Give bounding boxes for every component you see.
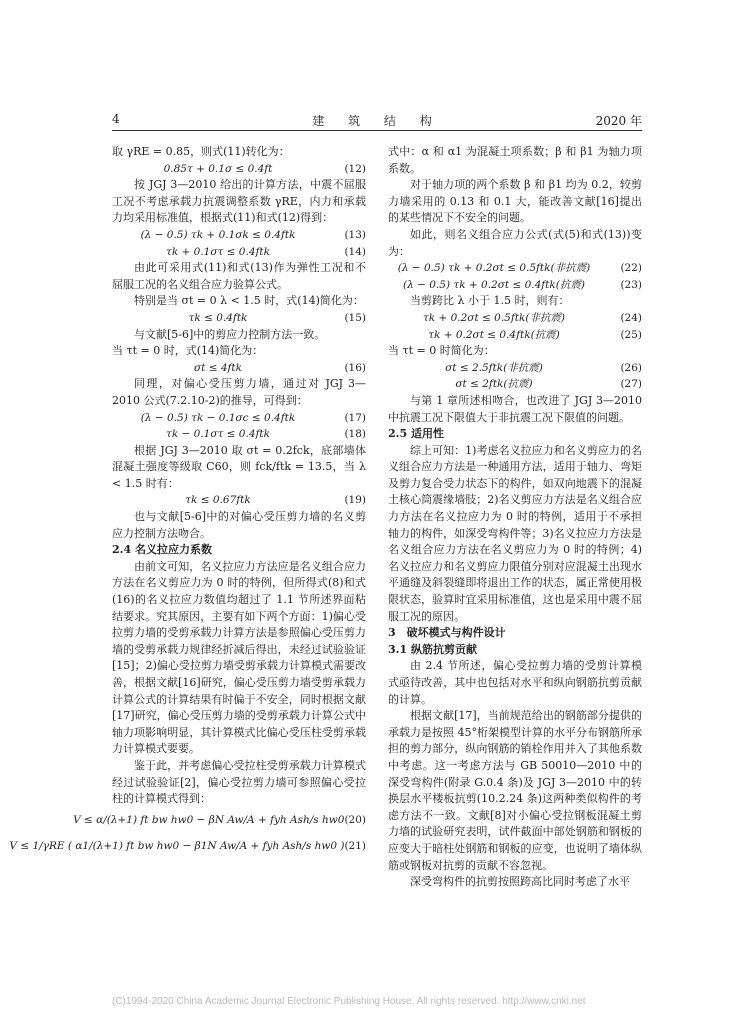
equation-number: (19) — [344, 494, 366, 507]
equation-body: τk ≤ 0.67ftk — [185, 494, 251, 507]
equation-number: (21) — [344, 840, 366, 853]
equation-body: (λ − 0.5) τk + 0.1σk ≤ 0.4ftk — [140, 228, 296, 241]
equation-number: (15) — [344, 311, 366, 324]
paragraph: 由此可采用式(11)和式(13)作为弹性工况和不屈服工况的名义组合应力验算公式。 — [112, 261, 366, 291]
paragraph: 深受弯构件的抗剪按照跨高比同时考虑了水平 — [410, 875, 630, 889]
year: 2020 年 — [595, 114, 642, 128]
equation — [112, 161, 366, 178]
paragraph: 由 2.4 节所述，偏心受拉剪力墙的受剪计算模式亟待改善，其中也包括对水平和纵向钢筋抗剪贡献的计算。 — [388, 659, 642, 706]
paragraph: 当 τt = 0 时简化为： — [388, 344, 495, 358]
section-heading: 3 破坏模式与构件设计 — [388, 626, 506, 640]
equation-body: τk + 0.2σt ≤ 0.4ftk(抗震) — [428, 328, 560, 341]
paragraph: 根据 JGJ 3—2010 取 σt = 0.2fck，底部墙体混凝土强度等级取 C60，则 fck/ftk = 13.5，当 λ < 1.5 时有： — [112, 443, 366, 490]
right-column — [388, 144, 642, 891]
equation — [112, 426, 366, 443]
equation — [112, 410, 366, 427]
equation-number: (16) — [344, 361, 366, 374]
equation — [9, 834, 366, 860]
equation-number: (23) — [620, 278, 642, 291]
equation-body: (λ − 0.5) τk + 0.2σt ≤ 0.4ftk(抗震) — [403, 278, 585, 291]
equation-number: (27) — [620, 378, 642, 391]
page-number: 4 — [112, 112, 120, 126]
equation — [112, 310, 366, 327]
paragraph: 对于轴力项的两个系数 β 和 β1 均为 0.2，较剪力墙采用的 0.13 和 0.1 大，能改善文献[16]提出的某些情况下不安全的问题。 — [388, 178, 642, 225]
section-heading: 2.5 适用性 — [388, 427, 444, 441]
equation — [112, 244, 366, 261]
equation-body: σt ≤ 4ftk — [193, 361, 242, 374]
equation — [388, 376, 642, 393]
equation — [112, 227, 366, 244]
page-header — [112, 112, 642, 130]
equation — [388, 327, 642, 344]
watermark: (C)1994-2020 China Academic Journal Electronic Publishing House. All rights reserved. http://www.cnki.net — [112, 996, 586, 1007]
paragraph: 当 τt = 0 时，式(14)简化为： — [112, 344, 264, 358]
paragraph: 当剪跨比 λ 小于 1.5 时，则有： — [410, 294, 570, 308]
equation — [388, 310, 642, 327]
equation-number: (18) — [344, 428, 366, 441]
equation — [73, 808, 366, 834]
equation — [112, 360, 366, 377]
journal-title: 建 筑 结 构 — [312, 114, 442, 128]
paragraph: 与第 1 章所述相吻合，也改进了 JGJ 3—2010 中抗震工况下限值大于非抗震工况下限值的问题。 — [388, 393, 642, 424]
equation-number: (26) — [620, 361, 642, 374]
equation-body: τk ≤ 0.4ftk — [188, 311, 248, 324]
section-heading: 2.4 名义拉应力系数 — [112, 543, 212, 557]
equation-number: (24) — [620, 311, 642, 324]
equation — [388, 360, 642, 377]
left-column — [9, 144, 366, 860]
equation-body: (λ − 0.5) τk + 0.2σt ≤ 0.5ftk(非抗震) — [397, 262, 591, 275]
equation — [388, 277, 642, 294]
paragraph: 也与文献[5-6]中的对偏心受压剪力墙的名义剪应力控制方法吻合。 — [112, 510, 366, 540]
paragraph: 同理，对偏心受压剪力墙，通过对 JGJ 3—2010 公式(7.2.10-2)的推导，可得到： — [112, 377, 366, 407]
equation-body: σt ≤ 2ftk(抗震) — [455, 378, 533, 391]
equation-body: V ≤ 1/γRE ( α1/(λ+1) ft bw hw0 − β1N Aw/A + fyh Ash/s hw0 ) — [9, 840, 345, 853]
paragraph: 由前文可知，名义拉应力方法应是名义组合应力方法在名义剪应力为 0 时的特例，但所得式(8)和式(16)的名义拉应力数值均超过了 1.1 节所述界面粘结要求。究其原因，主要有如下两个方面：1)偏心受拉剪力墙的受剪承载力计算方法是参照偏心受压剪力墙的受剪承载力规律经折减后得出，未经过试验验证[15]；2)偏心受拉剪力墙受剪承载力计算模式需要改善，根据文献[16]研究，偏心受压剪力墙受剪承载力计算公式的计算结果有时偏于不安全，同时根据文献[17]研究，偏心受压剪力墙的受剪承载力计算公式中轴力项影响明显，其计算模式比偏心受压柱受剪承载力计算模式要要。 — [112, 559, 366, 756]
equation-number: (22) — [620, 262, 642, 275]
paragraph: 取 γRE = 0.85，则式(11)转化为： — [112, 145, 290, 158]
paragraph: 如此，则名义组合应力公式(式(5)和式(13))变为： — [388, 227, 642, 258]
equation-number: (25) — [620, 328, 642, 341]
header-rule — [112, 130, 642, 131]
equation-body: σt ≤ 2.5ftk(非抗震) — [445, 361, 543, 374]
equation — [112, 492, 366, 509]
equation-number: (13) — [344, 228, 366, 241]
paragraph: 与文献[5-6]中的剪应力控制方法一致。 — [134, 327, 326, 341]
equation — [388, 260, 642, 277]
equation-number: (17) — [344, 411, 366, 424]
paragraph: 根据文献[17]，当前规范给出的钢筋部分提供的承载力是按照 45°桁架模型计算的水平分布钢筋所承担的剪力部分，纵向钢筋的销栓作用并入了其他系数中考虑。这一考虑方法与 GB 50010—2010 中的深受弯构件(附录 G.0.4 条)及 JGJ 3—2010 中的转换层水平楼板抗剪(10.2.24 条)这两种类似构件的考虑方法不一致。文献[8]对小偏心受拉钢板混凝土剪力墙的试验研究表明，试件截面中部处钢筋和钢板的应变大于暗柱处钢筋和钢板的应变，也说明了墙体纵筋或钢板对抗剪的贡献不容忽视。 — [388, 709, 642, 872]
section-heading: 3.1 纵筋抗剪贡献 — [388, 642, 477, 656]
paragraph: 鉴于此，并考虑偏心受拉柱受剪承载力计算模式经过试验验证[2]，偏心受拉剪力墙可参照偏心受拉柱的计算模式得到： — [112, 758, 366, 806]
paragraph: 特别是当 σt = 0 λ < 1.5 时，式(14)简化为： — [134, 294, 364, 308]
equation-body: (λ − 0.5) τk − 0.1σc ≤ 0.4ftk — [140, 411, 296, 424]
equation-number: (20) — [344, 814, 366, 827]
equation-body: V ≤ α/(λ+1) ft bw hw0 − βN Aw/A + fyh Ash/s hw0 — [73, 814, 345, 827]
equation-body: τk + 0.1στ ≤ 0.4ftk — [166, 245, 270, 258]
equation-body: τk + 0.2σt ≤ 0.5ftk(非抗震) — [422, 311, 566, 324]
paragraph: 按 JGJ 3—2010 给出的计算方法，中震不屈服工况不考虑承载力抗震调整系数 γRE，内力和承载力均采用标准值，根据式(11)和式(12)得到： — [112, 178, 366, 225]
equation-body: τk − 0.1στ ≤ 0.4ftk — [166, 428, 270, 441]
equation-number: (14) — [344, 245, 366, 258]
paragraph: 综上可知：1)考虑名义拉应力和名义剪应力的名义组合应力方法是一种通用方法，适用于轴力、弯矩及剪力复合受力状态下的构件，如双向地震下的混凝土核心筒震缘墙肢；2)名义剪应力方法是名义组合应力方法在名义拉应力为 0 时的特例，适用于不承担轴力的构件，如深受弯构件等；3)名义拉应力方法是名义组合应力方法在名义剪应力为 0 时的特例；4)名义拉应力和名义剪应力限值分别对应混凝土出现水平通缝及斜裂缝即将退出工作的状态，属正常使用极限状态，验算时宜采用标准值，这也是采用中震不屈服工况的原因。 — [388, 443, 642, 623]
paragraph: 式中：α 和 α1 为混凝土项系数；β 和 β1 为轴力项系数。 — [388, 145, 642, 175]
equation-body: 0.85τ + 0.1σ ≤ 0.4ft — [163, 162, 273, 175]
equation-number: (12) — [344, 162, 366, 175]
